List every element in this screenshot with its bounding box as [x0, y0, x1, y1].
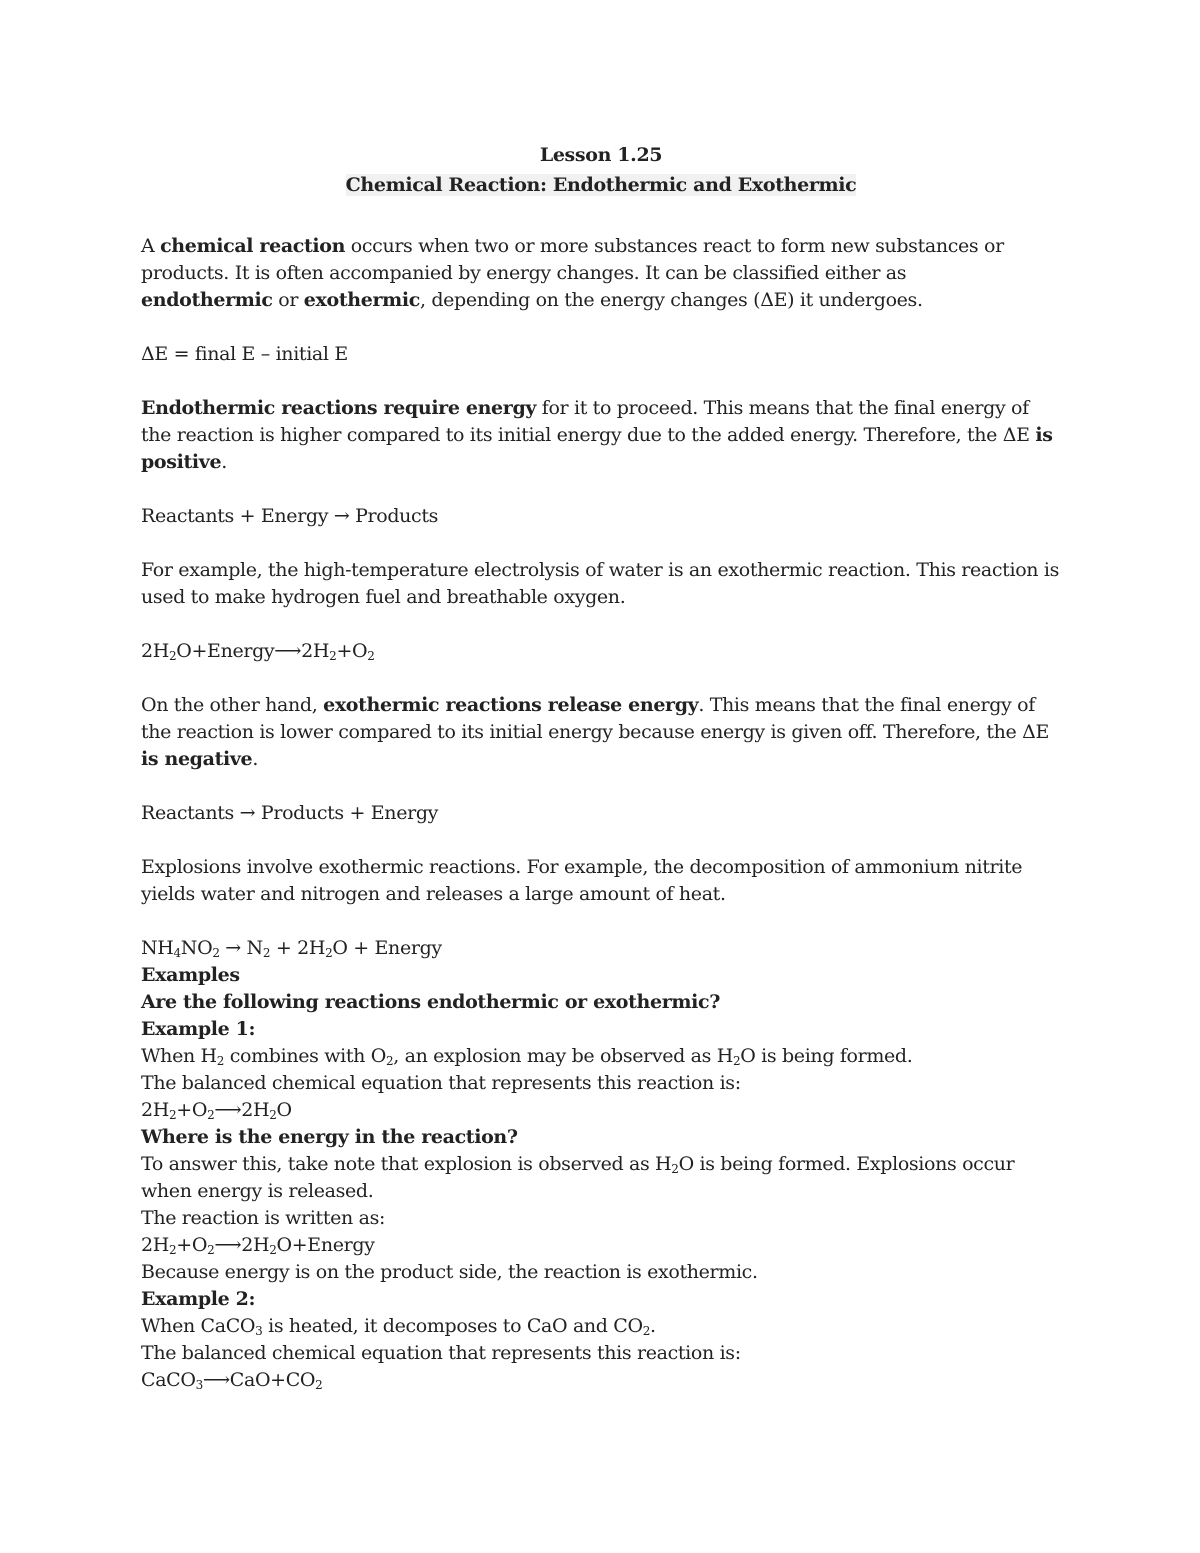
eq-part: O+Energy	[276, 1234, 375, 1256]
example-1-conclusion: Because energy is on the product side, the reaction is exothermic.	[141, 1261, 758, 1283]
example-1-equation	[141, 1097, 1061, 1124]
examples-question	[141, 989, 1061, 1016]
eq-subscript: 2	[367, 649, 375, 663]
text-part: .	[650, 1315, 656, 1337]
exothermic-equation	[141, 935, 1061, 962]
lesson-number: Lesson 1.25	[539, 144, 663, 166]
intro-text-1: A	[141, 235, 161, 257]
eq-part: NO	[180, 937, 213, 959]
endo-text-2: .	[221, 451, 227, 473]
eq-subscript: 2	[269, 1243, 277, 1257]
eq-part: → N	[219, 937, 263, 959]
examples-question-text: Are the following reactions endothermic or exothermic?	[141, 991, 721, 1013]
example-2-label-text: Example 2:	[141, 1288, 256, 1310]
intro-text-2: occurs when two or more substances react to form new substances or products. It is often accompanied by energy changes. It can be classified either as	[141, 235, 1004, 284]
example-1-intro-equation: The balanced chemical equation that represents this reaction is:	[141, 1072, 741, 1094]
example-1-label-text: Example 1:	[141, 1018, 256, 1040]
eq-subscript: 2	[329, 649, 337, 663]
example-1-written-as: The reaction is written as:	[141, 1207, 386, 1229]
exo-bold-1: exothermic reactions release energy	[323, 694, 699, 716]
examples-heading	[141, 962, 1061, 989]
eq-subscript: 4	[173, 946, 181, 960]
example-2-label	[141, 1286, 1061, 1313]
text-part: is heated, it decomposes to CaO and CO	[262, 1315, 643, 1337]
endothermic-equation	[141, 638, 1061, 665]
eq-subscript: 2	[212, 946, 220, 960]
eq-subscript: 2	[642, 1324, 651, 1338]
eq-subscript: 2	[168, 649, 177, 663]
example-2-equation	[141, 1367, 1061, 1394]
eq-subscript: 2	[325, 946, 333, 960]
eq-subscript: 2	[168, 1243, 177, 1257]
eq-subscript: 2	[315, 1378, 323, 1392]
eq-part: CaCO	[141, 1369, 196, 1391]
eq-part: ⟶2H	[214, 1234, 270, 1256]
exothermic-example-text: Explosions involve exothermic reactions. For example, the decomposition of ammonium nitrite yields water and nitrogen and releases a large amount of heat.	[141, 856, 1023, 905]
eq-part: +O	[176, 1234, 208, 1256]
term-endothermic: endothermic	[141, 289, 273, 311]
eq-subscript: 2	[269, 1108, 277, 1122]
eq-part: ⟶2H	[214, 1099, 270, 1121]
eq-subscript: 2	[385, 1054, 394, 1068]
eq-subscript: 2	[732, 1054, 741, 1068]
exothermic-paragraph	[141, 692, 1061, 773]
text-part: When CaCO	[141, 1315, 256, 1337]
text-part: O is being formed. Explosions occur when energy is released.	[141, 1153, 1015, 1202]
example-1-where-question	[141, 1124, 1061, 1151]
exo-bold-2: is negative	[141, 748, 253, 770]
eq-part: 2H	[141, 1234, 169, 1256]
exo-text-1: . This means that the final energy of the reaction is lower compared to its initial energy because energy is given off. Therefore, the ΔE	[141, 694, 1050, 743]
example-1-answer	[141, 1151, 1061, 1205]
endo-text-1: for it to proceed. This means that the final energy of the reaction is higher compared to its initial energy due to the added energy. Therefore, the ΔE	[141, 397, 1036, 446]
eq-part: + 2H	[270, 937, 326, 959]
eq-part: O	[276, 1099, 292, 1121]
endothermic-paragraph	[141, 395, 1061, 476]
eq-subscript: 2	[207, 1108, 215, 1122]
eq-part: +O	[336, 640, 368, 662]
endo-bold-1: Endothermic reactions require energy	[141, 397, 537, 419]
endothermic-scheme: Reactants + Energy → Products	[141, 505, 439, 527]
eq-subscript: 2	[671, 1162, 679, 1176]
text-part: combines with O	[224, 1045, 386, 1067]
page-title-text: Chemical Reaction: Endothermic and Exothermic	[345, 174, 857, 196]
text-part: O is being formed.	[740, 1045, 913, 1067]
eq-part: O+Energy⟶2H	[176, 640, 330, 662]
example-2-statement	[141, 1313, 1061, 1340]
delta-e-formula: ΔE = final E – initial E	[141, 343, 348, 365]
eq-part: O + Energy	[332, 937, 442, 959]
eq-subscript: 2	[262, 946, 271, 960]
example-1-label	[141, 1016, 1061, 1043]
eq-subscript: 2	[216, 1054, 225, 1068]
eq-subscript: 3	[195, 1378, 203, 1392]
exo-text-2: .	[252, 748, 259, 770]
exothermic-scheme: Reactants → Products + Energy	[141, 802, 439, 824]
eq-subscript: 2	[168, 1108, 177, 1122]
eq-subscript: 3	[255, 1324, 263, 1338]
text-part: When H	[141, 1045, 217, 1067]
example-1-where-text: Where is the energy in the reaction?	[141, 1126, 518, 1148]
eq-part: 2H	[141, 640, 169, 662]
page-title	[141, 172, 1061, 199]
term-chemical-reaction: chemical reaction	[160, 235, 346, 257]
eq-part: ⟶CaO+CO	[202, 1369, 316, 1391]
intro-paragraph	[141, 233, 1011, 314]
eq-part: 2H	[141, 1099, 169, 1121]
endo-bold-2: is positive	[141, 424, 1053, 473]
example-1-equation-energy	[141, 1232, 1061, 1259]
endothermic-example-text: For example, the high-temperature electrolysis of water is an exothermic reaction. This reaction is used to make hydrogen fuel and breathable oxygen.	[141, 559, 1059, 608]
text-part: , an explosion may be observed as H	[393, 1045, 733, 1067]
eq-subscript: 2	[207, 1243, 215, 1257]
exo-text-0: On the other hand,	[141, 694, 324, 716]
intro-text-3: or	[272, 289, 304, 311]
intro-text-4: , depending on the energy changes (ΔE) it undergoes.	[419, 289, 923, 311]
eq-part: +O	[176, 1099, 208, 1121]
text-part: To answer this, take note that explosion is observed as H	[141, 1153, 672, 1175]
example-2-intro-equation: The balanced chemical equation that represents this reaction is:	[141, 1342, 741, 1364]
example-1-statement	[141, 1043, 1061, 1070]
term-exothermic: exothermic	[303, 289, 420, 311]
eq-part: NH	[141, 937, 174, 959]
document-body	[141, 142, 1061, 1394]
examples-heading-text: Examples	[141, 964, 240, 986]
